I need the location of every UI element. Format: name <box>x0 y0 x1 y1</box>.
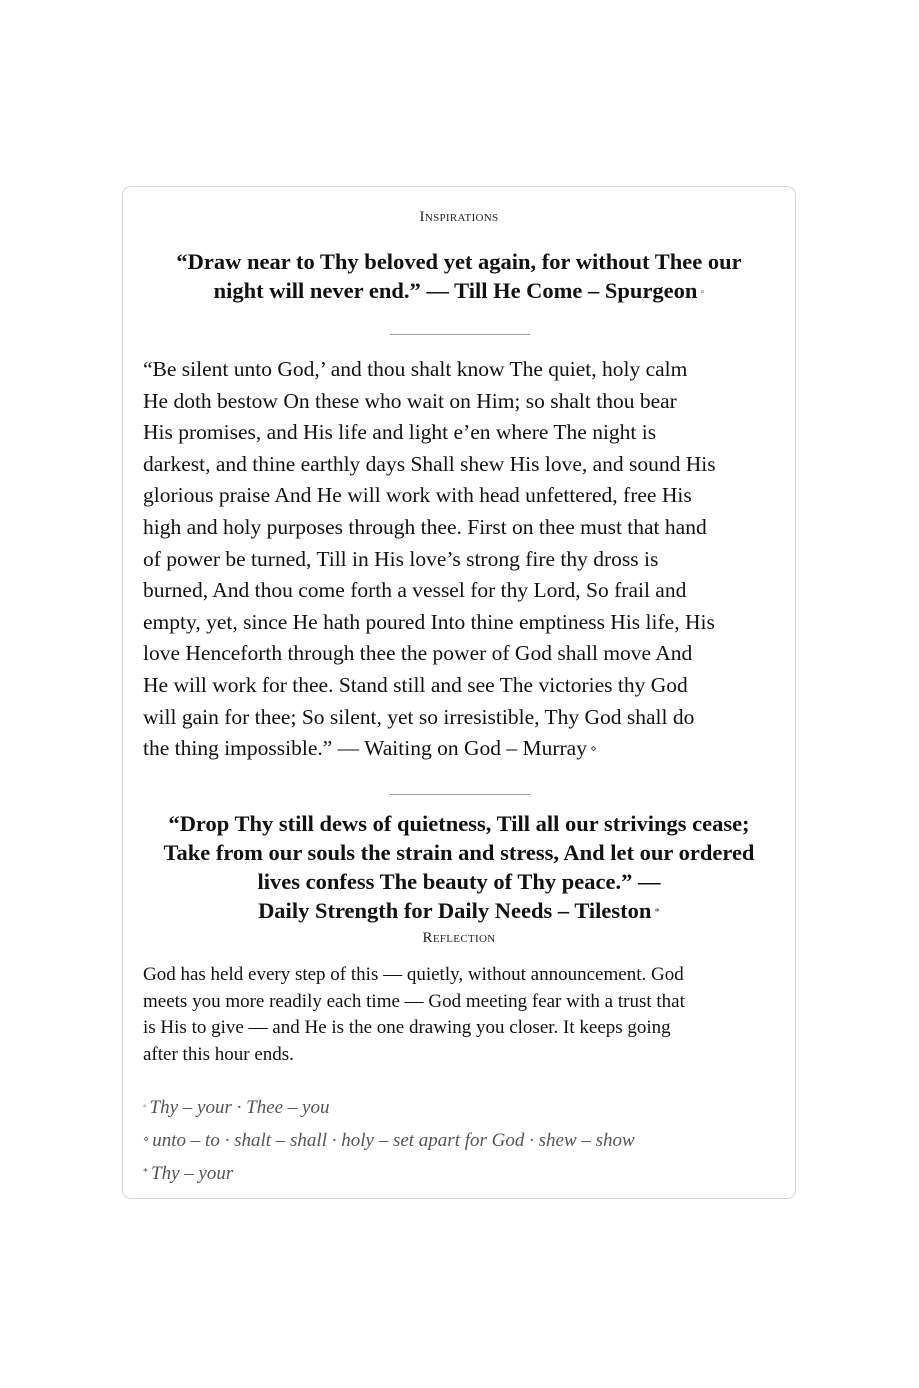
poem-line: “Be silent unto God,’ and thou shalt know The quiet, holy calm <box>143 357 688 381</box>
footnote-marker: ⋄ <box>589 743 597 756</box>
note-symbol: * <box>143 1167 148 1178</box>
glossary-note: * Thy – your <box>143 1163 234 1184</box>
reflection-line: meets you more readily each time — God meeting fear with a trust that <box>143 990 685 1012</box>
quote-line: “Draw near to Thy beloved yet again, for without Thee our <box>176 249 742 274</box>
glossary-note: ◦ Thy – your · Thee – you <box>143 1097 330 1118</box>
poem-line: burned, And thou come forth a vessel for thy Lord, So frail and <box>143 578 687 603</box>
quote-line: Daily Strength for Daily Needs – Tileston * <box>258 898 660 923</box>
note-symbol: ◦ <box>143 1101 147 1112</box>
quote-murray <box>143 354 775 766</box>
inspirations-heading: Inspirations <box>419 209 499 225</box>
reflection-line: after this hour ends. <box>143 1044 294 1066</box>
quote-line: Take from our souls the strain and stress, And let our ordered <box>163 840 755 865</box>
poem-line: of power be turned, Till in His love’s strong fire thy dross is <box>143 546 659 571</box>
quote-line: “Drop Thy still dews of quietness, Till all our strivings cease; <box>168 811 750 836</box>
reflection-text <box>143 962 773 1069</box>
poem-line: glorious praise And He will work with head unfettered, free His <box>143 483 692 508</box>
footnote-marker: ◦ <box>700 286 705 298</box>
poem-line: high and holy purposes through thee. First on thee must that hand <box>143 514 707 539</box>
devotional-card <box>122 186 796 1199</box>
divider <box>390 794 530 795</box>
quote-spurgeon <box>143 247 775 307</box>
poem-line: His promises, and His life and light e’en where The night is <box>143 420 657 445</box>
footnote-marker: * <box>654 906 660 918</box>
poem-line: darkest, and thine earthly days Shall shew His love, and sound His <box>143 451 716 476</box>
note-symbol: ⋄ <box>143 1134 150 1145</box>
poem-line: He will work for thee. Stand still and see The victories thy God <box>143 672 688 697</box>
glossary-note: ⋄ unto – to · shalt – shall · holy – set apart for God · shew – show <box>143 1130 635 1151</box>
divider <box>390 334 530 335</box>
quote-tileston <box>143 809 775 927</box>
poem-line: the thing impossible.” — Waiting on God – Murray ⋄ <box>143 736 597 761</box>
quote-line: night will never end.” — Till He Come – Spurgeon ◦ <box>213 278 705 303</box>
poem-line: will gain for thee; So silent, yet so irresistible, Thy God shall do <box>143 704 695 729</box>
poem-line: love Henceforth through thee the power of God shall move And <box>143 641 693 666</box>
poem-line: He doth bestow On these who wait on Him; so shalt thou bear <box>143 388 677 413</box>
reflection-line: is His to give — and He is the one drawing you closer. It keeps going <box>143 1017 671 1039</box>
reflection-heading: Reflection <box>422 930 496 946</box>
reflection-line: God has held every step of this — quietly, without announcement. God <box>143 964 684 985</box>
poem-line: empty, yet, since He hath poured Into thine emptiness His life, His <box>143 609 715 634</box>
quote-line: lives confess The beauty of Thy peace.” — <box>257 869 661 894</box>
